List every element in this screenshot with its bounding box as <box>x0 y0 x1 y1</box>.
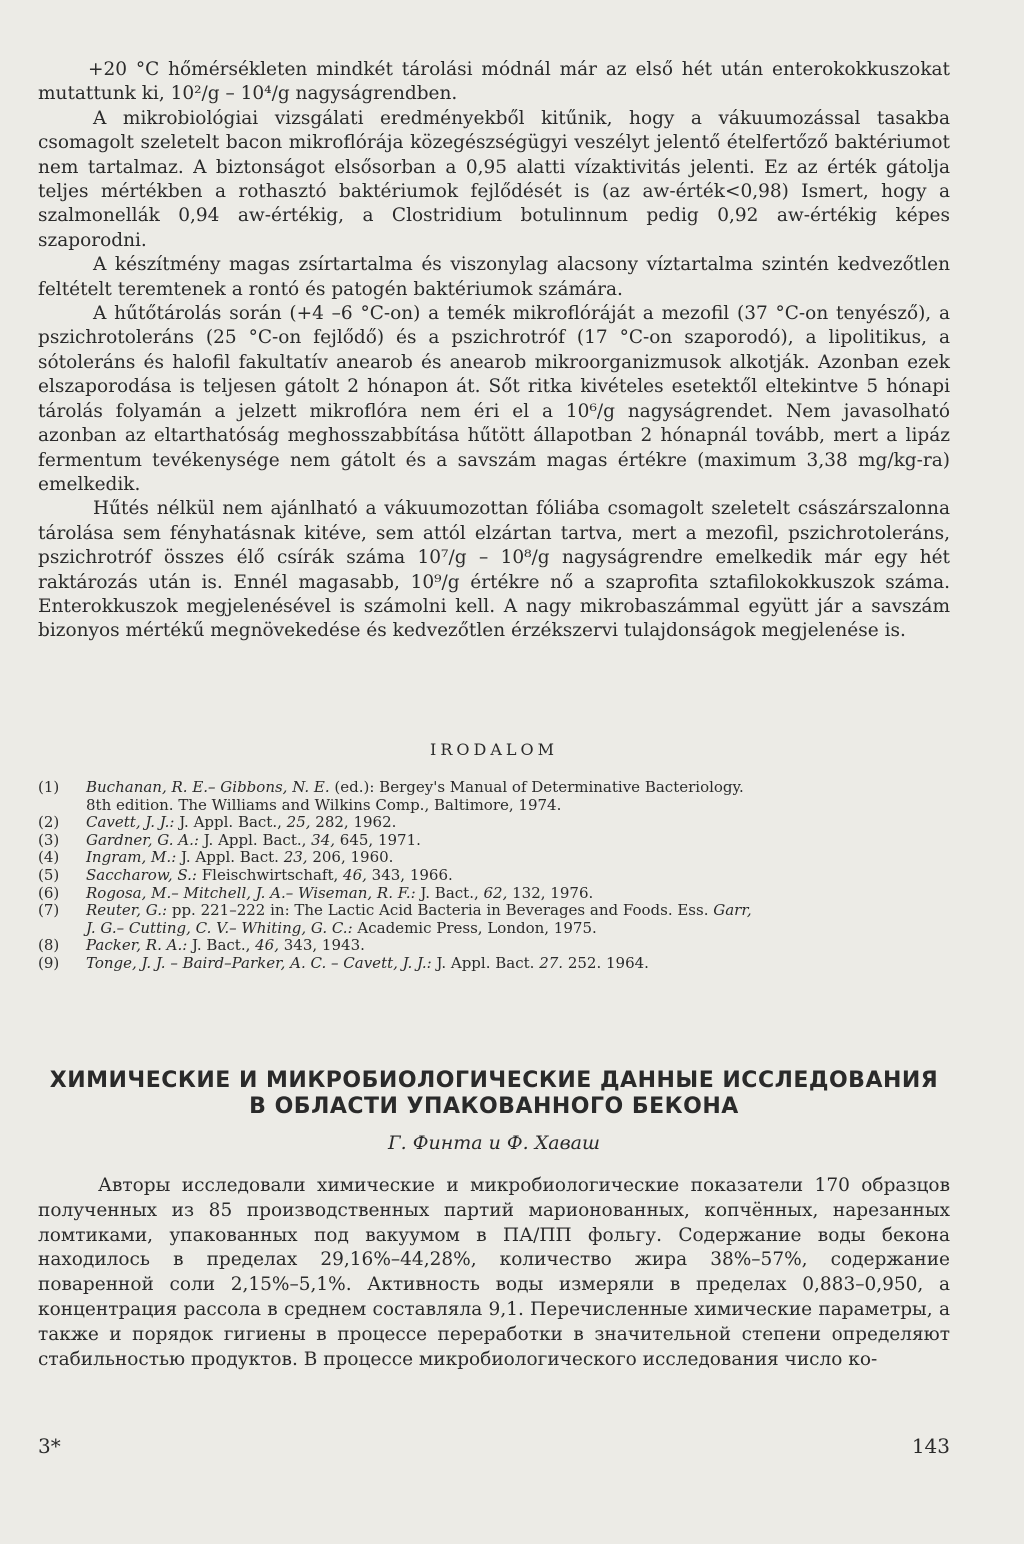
reference-source: (ed.): Bergey's Manual of Determinative Bacteriology. <box>329 778 744 796</box>
reference-number: (4) <box>38 848 60 867</box>
reference-authors: Gardner, G. A.: <box>86 830 199 849</box>
reference-volume: 23, <box>283 848 308 867</box>
reference-pages: 206, 1960. <box>307 848 394 867</box>
reference-text <box>86 885 950 903</box>
reference-pages: 645, 1971. <box>335 830 421 849</box>
reference-source: J. Appl. Bact. <box>176 848 284 867</box>
reference-text <box>86 849 950 867</box>
russian-summary-section <box>38 1068 950 1372</box>
reference-pages: 282, 1962. <box>310 813 397 832</box>
reference-number: (2) <box>38 813 60 832</box>
reference-source: Fleischwirtschaft, <box>196 865 344 884</box>
reference-text <box>86 902 950 920</box>
references-title: IRODALOM <box>430 740 558 759</box>
reference-authors: Cavett, J. J.: <box>86 813 175 832</box>
reference-text <box>86 779 950 797</box>
reference-authors: Packer, R. A.: <box>86 936 188 955</box>
reference-pages: 343, 1966. <box>366 865 453 884</box>
paragraph-2: A mikrobiológiai vizsgálati eredményekből kitűnik, hogy a vákuumozással tasakba csomagolt szeletelt bacon mikroflórája közegészségügyi veszélyt jelentő ételfertőző baktériumot nem tartalmaz. A biztonságot elsősorban a 0,95 alatti vízaktivitás jelenti. Ez az érték gátolja teljes mértékben a rothasztó baktériumok fejlődését is (az aw-érték<0,98) Ismert, hogy a szalmonellák 0,94 aw-értékig, a Clostridium botulinnum pedig 0,92 aw-értékig képes szaporodni. <box>38 107 950 251</box>
reference-list <box>38 779 950 973</box>
reference-text <box>86 937 950 955</box>
reference-text <box>86 955 950 973</box>
reference-number: (7) <box>38 901 60 920</box>
reference-authors: Rogosa, M.– Mitchell, J. A.– Wiseman, R. F.: <box>86 883 416 902</box>
reference-number: (5) <box>38 865 60 884</box>
reference-number: (8) <box>38 936 60 955</box>
reference-pages: 343, 1943. <box>279 936 365 955</box>
reference-source: pp. 221–222 in: The Lactic Acid Bacteria in Beverages and Foods. Ess. <box>167 901 714 920</box>
reference-authors: Saccharow, S.: <box>86 865 197 884</box>
reference-number: (6) <box>38 883 60 902</box>
reference-number: (3) <box>38 830 60 849</box>
reference-source: J. Bact., <box>187 936 256 955</box>
reference-continuation-text: Academic Press, London, 1975. <box>352 918 597 937</box>
signature-mark: 3* <box>38 1434 61 1458</box>
reference-volume: 25, <box>286 813 311 832</box>
hungarian-text-section <box>38 58 950 644</box>
paragraph-4: A hűtőtárolás során (+4 –6 °C-on) a temék mikroflóráját a mezofil (37 °C-on tenyésző), a pszichrotoleráns (25 °C-on fejlődő) és a pszichrotróf (17 °C-on szaporodó), a lipolitikus, a sótoleráns és halofil fakultatív anearob és anearob mikroorganizmusok alkotják. Azonban ezek elszaporodása is teljesen gátolt 2 hónapon át. Sőt ritka kivételes esetektől eltekintve 5 hónapi tárolás folyamán a jelzett mikroflóra nem éri el a 10⁶/g nagyságrendet. Nem javasolható azonban az eltarthatóság meghosszabbítása hűtött állapotban 2 hónapnál tovább, mert a lipáz fermentum tevékenysége nem gátolt és a savszám magas értékre (maximum 3,38 mg/kg-ra) emelkedik. <box>38 303 950 495</box>
reference-continuation <box>38 920 950 938</box>
reference-volume: 46, <box>255 936 279 955</box>
reference-item <box>38 885 950 903</box>
reference-pages: 252. 1964. <box>563 953 649 972</box>
paragraph-5: Hűtés nélkül nem ajánlható a vákuumozottan fóliába csomagolt szeletelt császárszalonna tárolása sem fényhatásnak kitéve, sem attól elzártan tartva, mert a mezofil, pszichrotoleráns, pszichrotróf összes élő csírák száma 10⁷/g – 10⁸/g nagyságrendre emelkedik már egy hét raktározás után is. Ennél magasabb, 10⁹/g értékre nő a szaprofita sztafilokokkuszok száma. Enterokkuszok megjelenésével is számolni kell. A nagy mikrobaszámmal együtt jár a savszám bizonyos mértékű megnövekedése és kedvezőtlen érzékszervi tulajdonságok megjelenése is. <box>38 498 950 642</box>
reference-item <box>38 867 950 885</box>
reference-text <box>86 814 950 832</box>
reference-text <box>86 832 950 850</box>
reference-item <box>38 779 950 797</box>
reference-continuation-text: 8th edition. The Williams and Wilkins Comp., Baltimore, 1974. <box>86 795 562 814</box>
reference-source: J. Appl. Bact., <box>198 830 312 849</box>
reference-item <box>38 814 950 832</box>
reference-item <box>38 849 950 867</box>
reference-item <box>38 832 950 850</box>
reference-authors: Tonge, J. J. – Baird–Parker, A. C. – Cavett, J. J.: <box>86 953 432 972</box>
reference-number: (1) <box>38 778 60 796</box>
reference-source: J. Appl. Bact., <box>174 813 287 832</box>
reference-source: J. Appl. Bact. <box>431 953 540 972</box>
page-number: 143 <box>911 1434 950 1458</box>
reference-item <box>38 902 950 920</box>
paragraph-3: A készítmény magas zsírtartalma és viszonylag alacsony víztartalma szintén kedvezőtlen feltételt teremtenek a rontó és patogén baktériumok számára. <box>38 254 950 300</box>
russian-title: ХИМИЧЕСКИЕ И МИКРОБИОЛОГИЧЕСКИЕ ДАННЫЕ ИССЛЕДОВАНИЯ В ОБЛАСТИ УПАКОВАННОГО БЕКОНА <box>49 1068 939 1119</box>
reference-volume: 62, <box>483 883 508 902</box>
references-section <box>38 740 950 973</box>
reference-continuation-authors: J. G.– Cutting, C. V.– Whiting, G. C.: <box>86 918 353 937</box>
reference-source: J. Bact., <box>415 883 484 902</box>
russian-body: Авторы исследовали химические и микробиологические показатели 170 образцов полученных из 85 производственных партий марионованных, копчённых, нарезанных ломтиками, упакованных под вакуумом в ПА/ПП фольгу. Содержание воды бекона находилось в пределах 29,16%–44,28%, количество жира 38%–57%, содержание поваренной соли 2,15%–5,1%. Активность воды измеряли в пределах 0,883–0,950, а концентрация рассола в среднем составляла 9,1. Перечисленные химические параметры, а также и порядок гигиены в процессе переработки в значительной степени определяют стабильностью продуктов. В процессе микробиологического исследования число ко- <box>38 1175 950 1370</box>
reference-item <box>38 955 950 973</box>
reference-number: (9) <box>38 953 60 972</box>
reference-authors: Ingram, M.: <box>86 848 177 867</box>
reference-continuation <box>38 797 950 815</box>
reference-text <box>86 867 950 885</box>
reference-volume: 46, <box>343 865 367 884</box>
paragraph-1: +20 °C hőmérsékleten mindkét tárolási módnál már az első hét után enterokokkuszokat mutattunk ki, 10²/g – 10⁴/g nagyságrendben. <box>38 59 950 105</box>
reference-pages: 132, 1976. <box>507 883 594 902</box>
reference-volume: Garr, <box>713 901 752 920</box>
reference-authors: Buchanan, R. E.– Gibbons, N. E. <box>86 778 330 796</box>
reference-item <box>38 937 950 955</box>
reference-volume: 34, <box>311 830 336 849</box>
reference-volume: 27. <box>539 953 564 972</box>
russian-authors: Г. Финта и Ф. Хаваш <box>388 1132 600 1154</box>
reference-authors: Reuter, G.: <box>86 901 168 920</box>
